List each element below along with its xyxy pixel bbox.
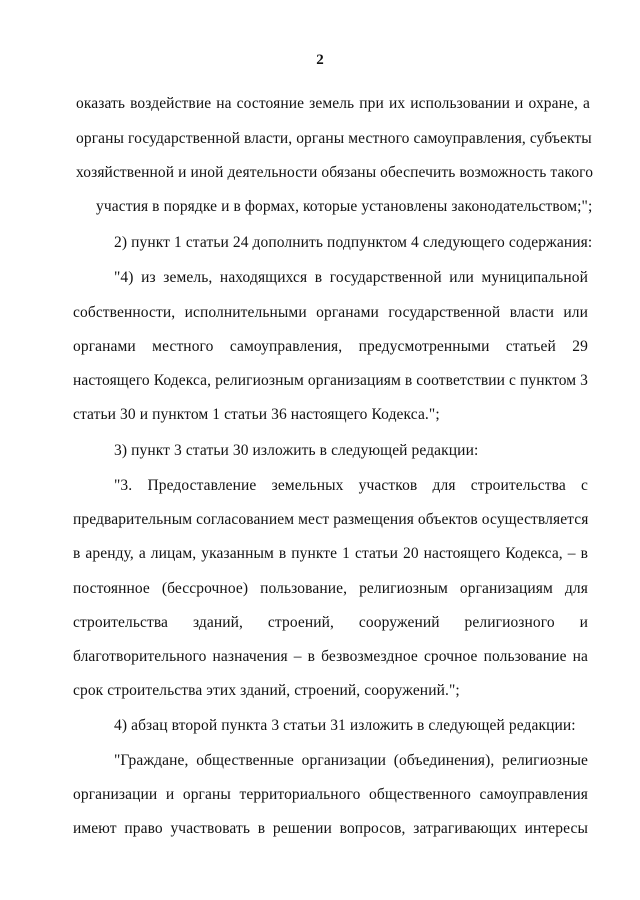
text-line: имеют право участвовать в решении вопросов, затрагивающих интересы [73, 820, 588, 837]
text-line: оказать воздействие на состояние земель при их использовании и охране, а [76, 95, 590, 112]
text-line: благотворительного назначения – в безвозмездное срочное пользование на [73, 648, 588, 665]
text-line: органами местного самоуправления, предусмотренными статьей 29 [73, 338, 588, 355]
text-line: "3. Предоставление земельных участков для строительства с [114, 477, 588, 494]
text-line: настоящего Кодекса, религиозным организациям в соответствии с пунктом 3 [73, 372, 589, 389]
text-line: строительства зданий, строений, сооружений религиозного и [73, 614, 588, 631]
page-number: 2 [316, 52, 324, 68]
text-line: организации и органы территориального общественного самоуправления [73, 786, 588, 803]
text-line: постоянное (бессрочное) пользование, религиозным организациям для [73, 580, 588, 597]
text-line: в аренду, а лицам, указанным в пункте 1 статьи 20 настоящего Кодекса, – в [73, 545, 588, 562]
text-line: статьи 30 и пунктом 1 статьи 36 настоящего Кодекса."; [73, 406, 440, 423]
text-line: участия в порядке и в формах, которые установлены законодательством;"; [96, 198, 593, 215]
text-line: предварительным согласованием мест размещения объектов осуществляется [73, 511, 589, 528]
text-line: "Граждане, общественные организации (объединения), религиозные [114, 752, 588, 769]
text-line: 3) пункт 3 статьи 30 изложить в следующей редакции: [114, 442, 479, 459]
text-line: 2) пункт 1 статьи 24 дополнить подпунктом 4 следующего содержания: [114, 234, 593, 251]
text-line: хозяйственной и иной деятельности обязаны обеспечить возможность такого [76, 164, 594, 181]
text-line: срок строительства этих зданий, строений, сооружений."; [73, 682, 460, 699]
text-line: 4) абзац второй пункта 3 статьи 31 изложить в следующей редакции: [114, 717, 576, 734]
text-line: "4) из земель, находящихся в государственной или муниципальной [114, 269, 588, 286]
text-line: собственности, исполнительными органами государственной власти или [73, 304, 588, 321]
text-line: органы государственной власти, органы местного самоуправления, субъекты [76, 130, 592, 147]
